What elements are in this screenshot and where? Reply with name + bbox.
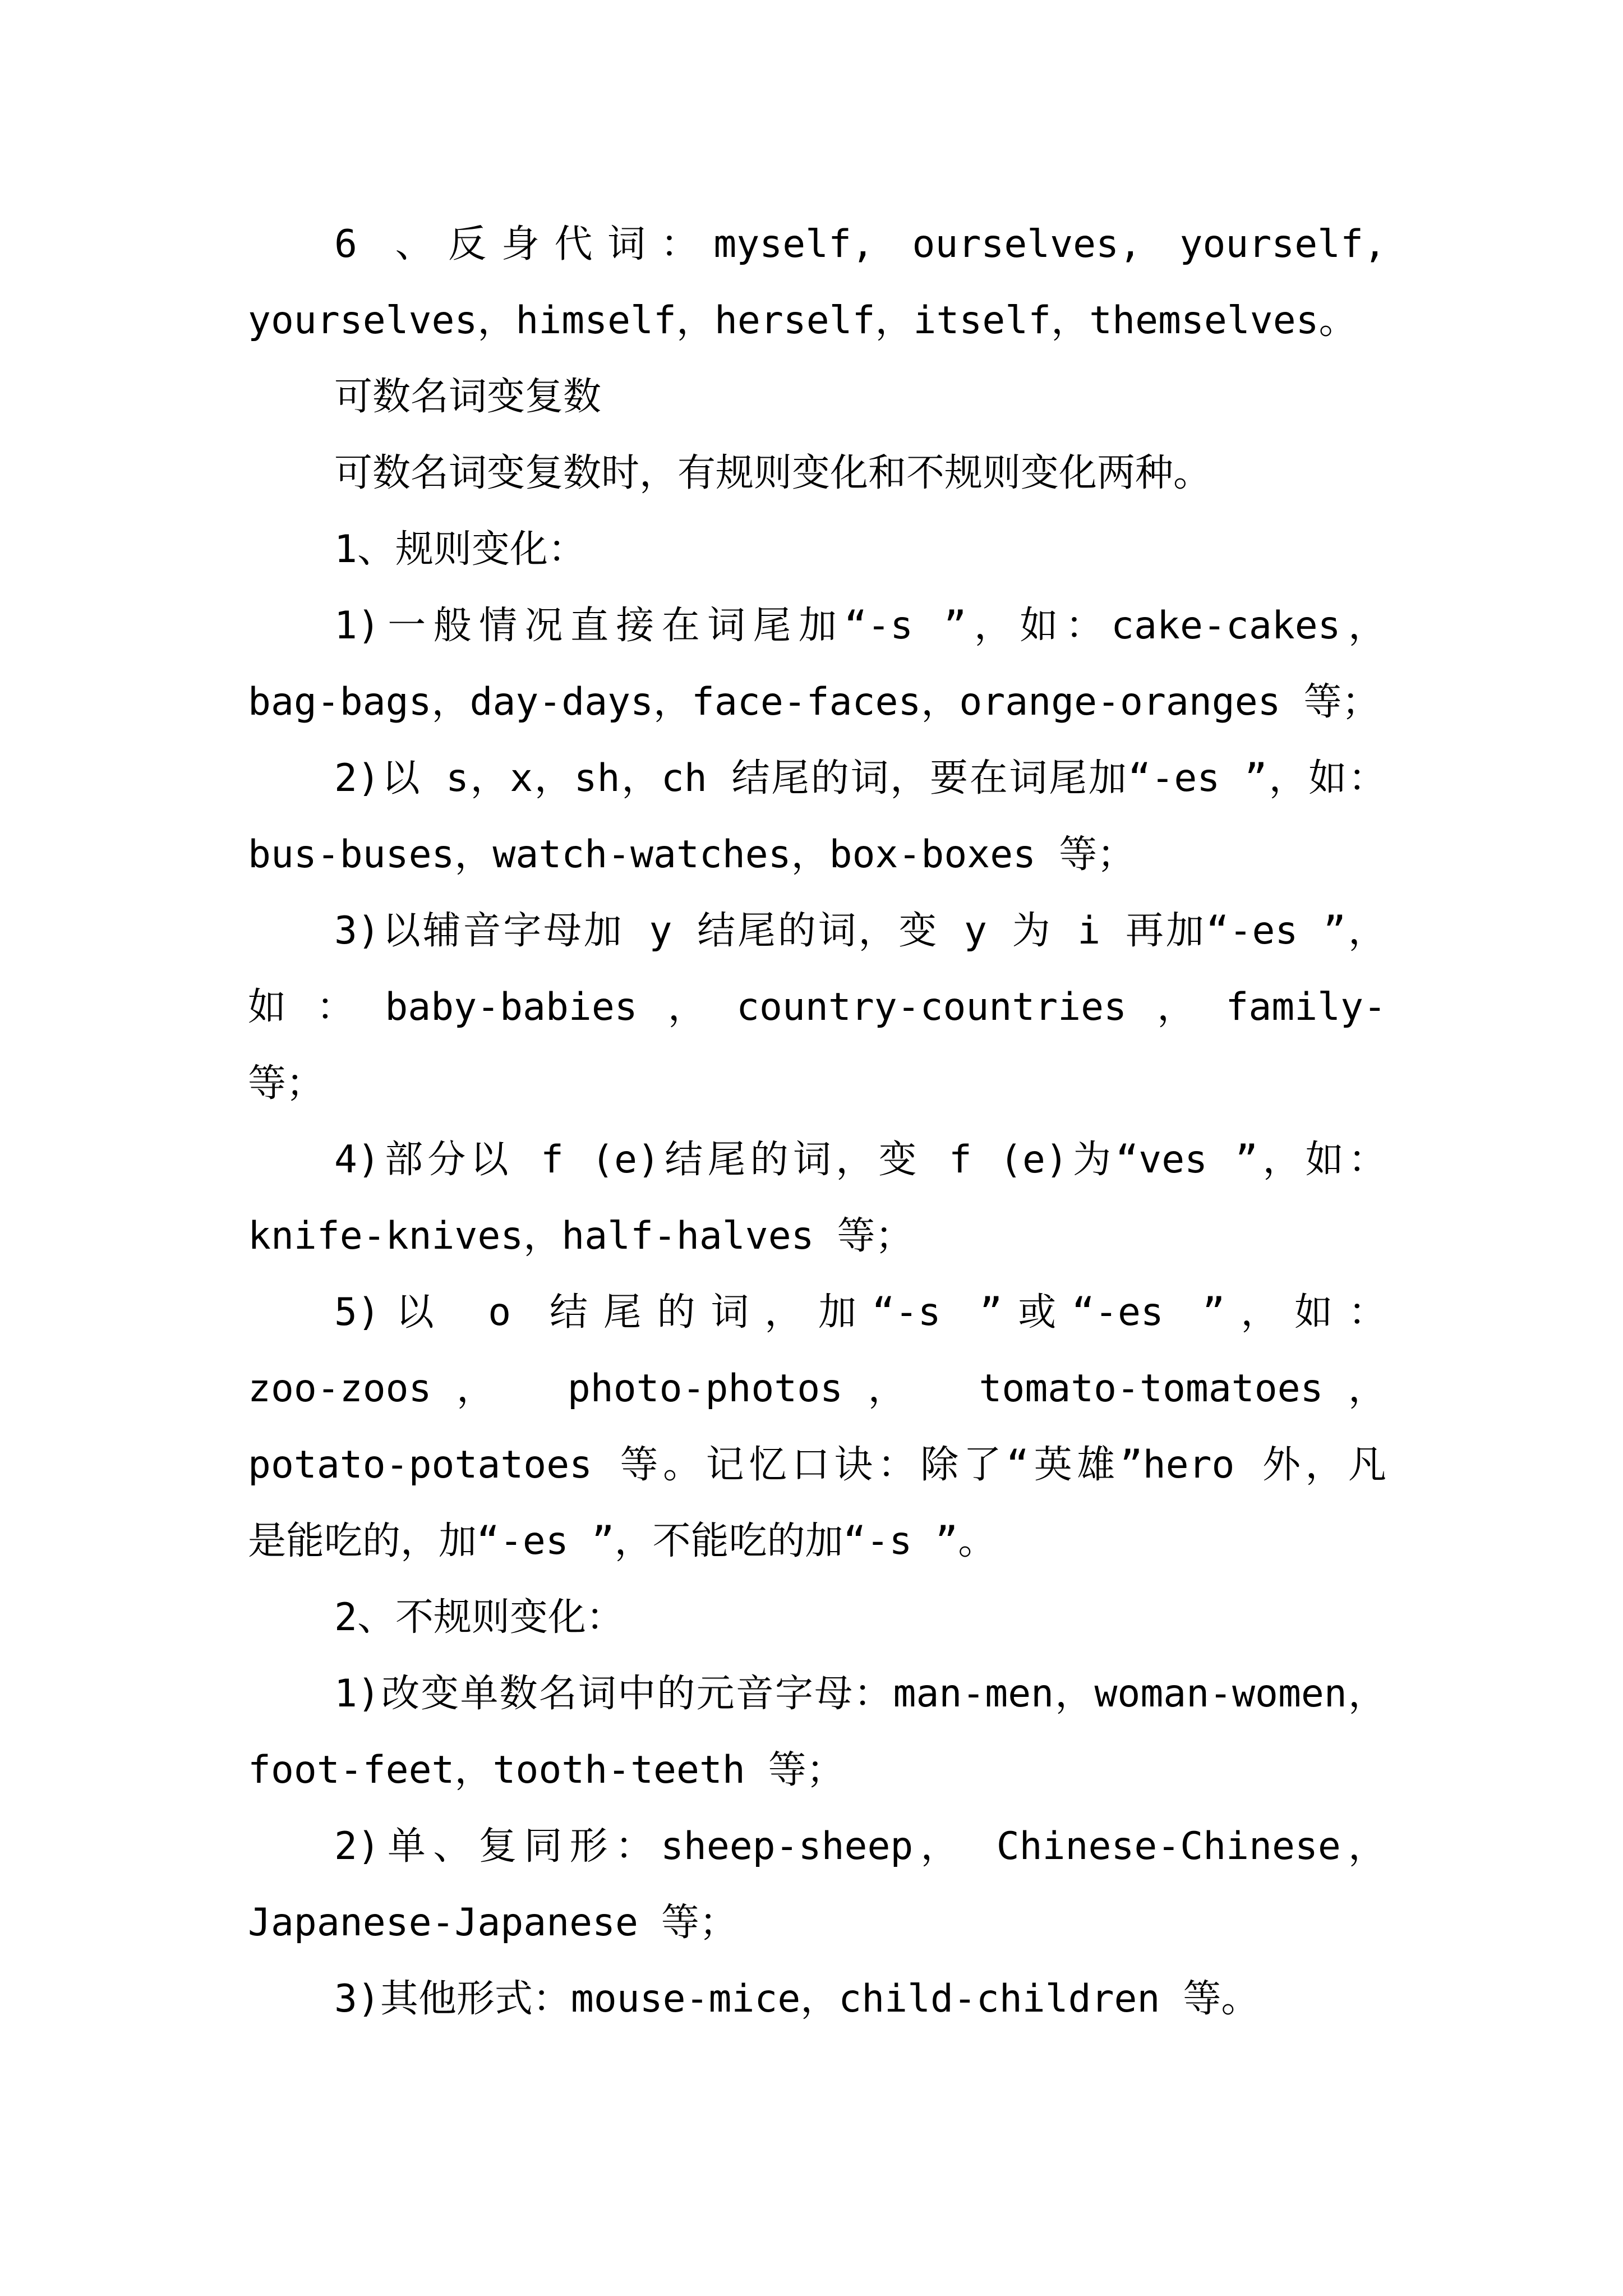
rule-1-line-2: bag-bags，day-days，face-faces，orange-oranges 等；: [248, 680, 1380, 724]
paragraph-plural-intro: 可数名词变复数时，有规则变化和不规则变化两种。: [334, 451, 1212, 495]
rule-3-line-1: 3)以辅音字母加 y 结尾的词，变 y 为 i 再加“-es ”，: [334, 909, 1386, 953]
rule-2-line-1: 2)以 s，x，sh，ch 结尾的词，要在词尾加“-es ”，如：: [334, 756, 1386, 800]
irregular-2-line-2: Japanese-Japanese 等；: [248, 1901, 737, 1945]
rule-4-line-1: 4)部分以 f (e)结尾的词，变 f (e)为“ves ”，如：: [334, 1138, 1386, 1182]
irregular-3-line-1: 3)其他形式：mouse-mice，child-children 等。: [334, 1977, 1260, 2021]
section-heading-plural-nouns: 可数名词变复数: [334, 375, 602, 419]
rule-2-line-2: bus-buses，watch-watches，box-boxes 等；: [248, 832, 1136, 877]
rule-5-line-3: potato-potatoes 等。记忆口诀：除了“英雄”hero 外，凡: [248, 1443, 1386, 1487]
irregular-2-line-1: 2)单、复同形：sheep-sheep， Chinese-Chinese，: [334, 1824, 1386, 1869]
subheading-regular-changes: 1、规则变化：: [334, 527, 586, 572]
rule-4-line-2: knife-knives，half-halves 等；: [248, 1214, 914, 1258]
rule-5-line-1: 5)以 o 结尾的词，加“-s ”或“-es ”，如：: [334, 1290, 1386, 1335]
rule-1-line-1: 1)一般情况直接在词尾加“-s ”，如：cake-cakes，: [334, 604, 1386, 648]
rule-3-line-3: 等；: [248, 1061, 325, 1106]
rule-5-line-2: zoo-zoos， photo-photos， tomato-tomatoes，: [248, 1366, 1386, 1411]
rule-3-line-2: 如：baby-babies，country-countries，family-: [248, 985, 1386, 1029]
subheading-irregular-changes: 2、不规则变化：: [334, 1595, 624, 1640]
irregular-1-line-2: foot-feet，tooth-teeth 等；: [248, 1748, 845, 1792]
paragraph-reflexive-pronouns-line-2: yourselves，himself，herself，itself，themselves。: [248, 298, 1357, 343]
paragraph-reflexive-pronouns-line-1: 6 、反身代词：myself, ourselves, yourself,: [334, 222, 1386, 266]
irregular-1-line-1: 1)改变单数名词中的元音字母：man-men，woman-women，: [334, 1672, 1386, 1716]
rule-5-line-4: 是能吃的，加“-es ”，不能吃的加“-s ”。: [248, 1519, 997, 1563]
